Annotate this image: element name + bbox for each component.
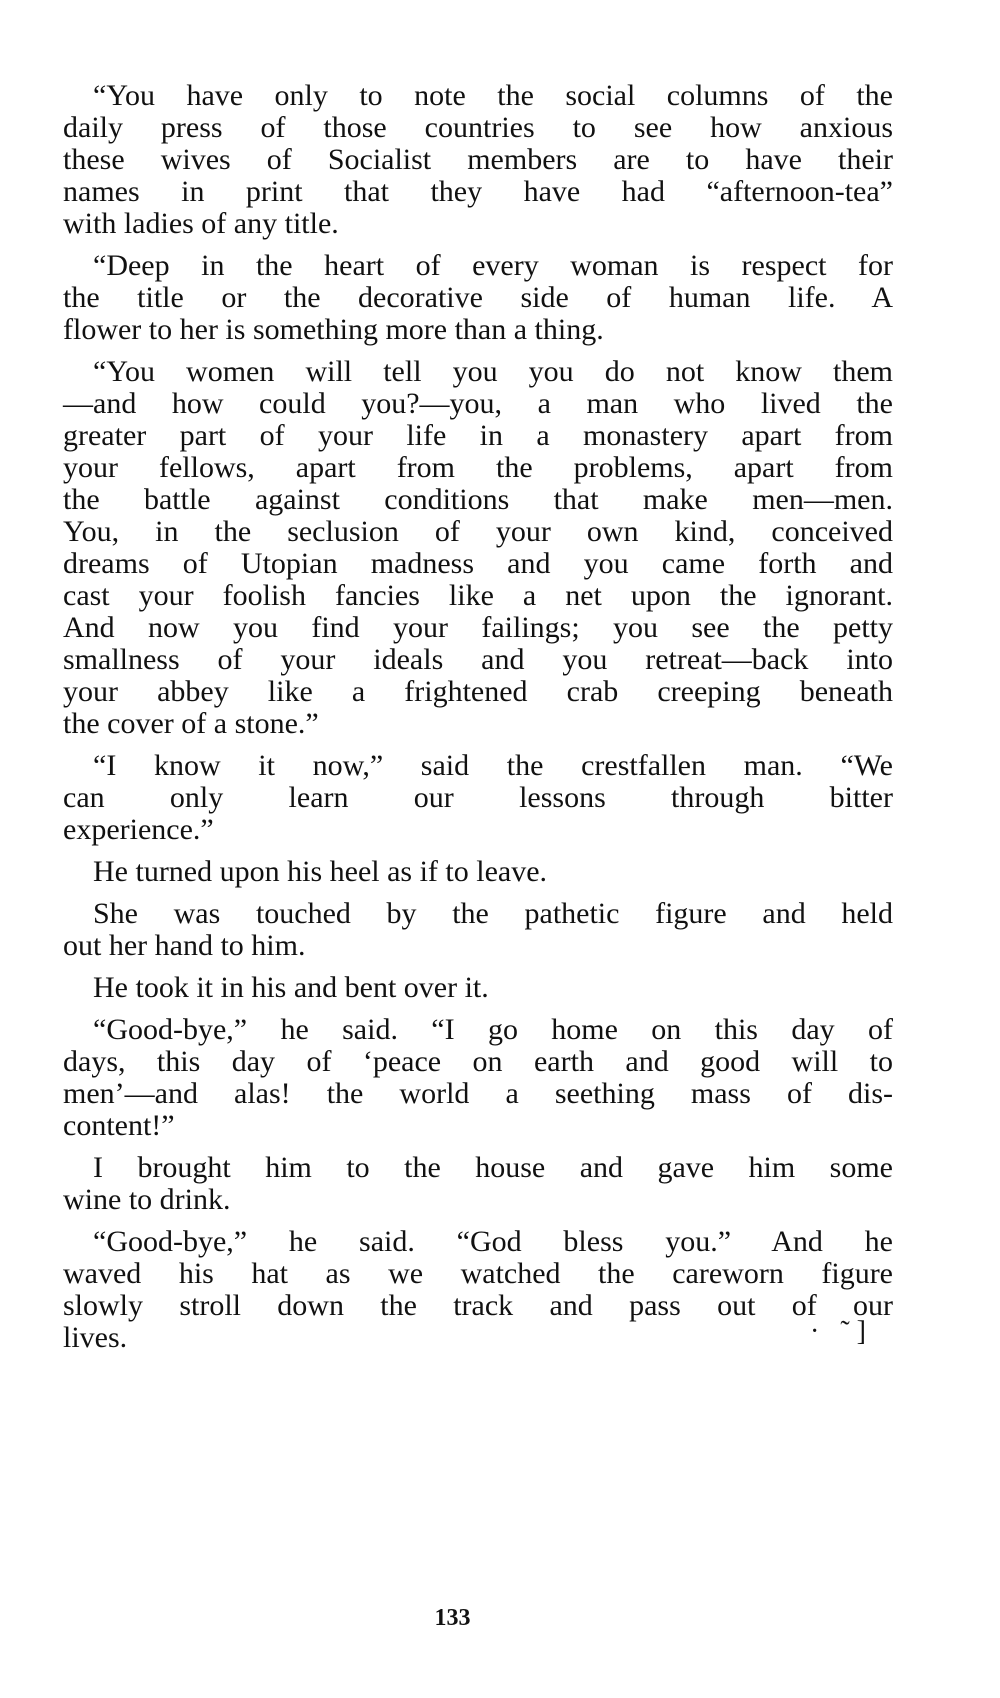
paragraph [63, 1152, 893, 1216]
text-line: content!” [63, 1109, 175, 1142]
page-number: 133 [434, 1605, 471, 1631]
paragraph [63, 972, 893, 1004]
text-line: You, in the seclusion of your own kind, conceived [63, 515, 893, 548]
text-line: smallness of your ideals and you retreat—back into [63, 643, 893, 676]
text-line: —and how could you?—you, a man who lived the [63, 387, 893, 420]
paragraph [63, 356, 893, 740]
text-line: lives. [63, 1321, 128, 1354]
text-line: experience.” [63, 813, 214, 846]
paragraph [63, 898, 893, 962]
text-line: slowly stroll down the track and pass out of our [63, 1289, 893, 1322]
text-line: can only learn our lessons through bitter [63, 781, 893, 814]
text-line: And now you find your failings; you see the petty [63, 611, 893, 644]
text-line: “I know it now,” said the crestfallen man. “We [93, 749, 893, 782]
text-line: “Deep in the heart of every woman is respect for [93, 249, 893, 282]
paragraph [63, 856, 893, 888]
text-line: names in print that they have had “afternoon-tea” [63, 175, 893, 208]
text-line: these wives of Socialist members are to have their [63, 143, 893, 176]
text-line: He turned upon his heel as if to leave. [93, 855, 548, 888]
paragraph [63, 750, 893, 846]
text-line: I brought him to the house and gave him some [93, 1151, 893, 1184]
text-line: your fellows, apart from the problems, apart from [63, 451, 893, 484]
paragraph [63, 250, 893, 346]
text-line: with ladies of any title. [63, 207, 339, 240]
text-line: the title or the decorative side of human life. A [63, 281, 893, 314]
text-line: “You have only to note the social columns of the [93, 79, 893, 112]
text-line: flower to her is something more than a thing. [63, 313, 604, 346]
page-body [63, 80, 893, 1364]
paragraph [63, 1014, 893, 1142]
text-line: She was touched by the pathetic figure and held [93, 897, 893, 930]
text-line: waved his hat as we watched the careworn figure [63, 1257, 893, 1290]
text-line: your abbey like a frightened crab creeping beneath [63, 675, 893, 708]
text-line: “You women will tell you you do not know them [93, 355, 893, 388]
text-line: men’—and alas! the world a seething mass of dis- [63, 1077, 893, 1110]
text-line: greater part of your life in a monastery apart from [63, 419, 893, 452]
print-artifact-icon: · ˜ ] [810, 1316, 866, 1347]
text-line: days, this day of ‘peace on earth and good will to [63, 1045, 893, 1078]
text-line: daily press of those countries to see how anxious [63, 111, 893, 144]
text-line: the cover of a stone.” [63, 707, 319, 740]
paragraph [63, 1226, 893, 1354]
text-line: cast your foolish fancies like a net upon the ignorant. [63, 579, 893, 612]
paragraph [63, 80, 893, 240]
text-line: dreams of Utopian madness and you came forth and [63, 547, 893, 580]
text-line: “Good-bye,” he said. “I go home on this day of [93, 1013, 893, 1046]
text-line: out her hand to him. [63, 929, 306, 962]
text-line: He took it in his and bent over it. [93, 971, 489, 1004]
text-line: wine to drink. [63, 1183, 231, 1216]
text-line: “Good-bye,” he said. “God bless you.” And he [93, 1225, 893, 1258]
text-line: the battle against conditions that make men—men. [63, 483, 893, 516]
